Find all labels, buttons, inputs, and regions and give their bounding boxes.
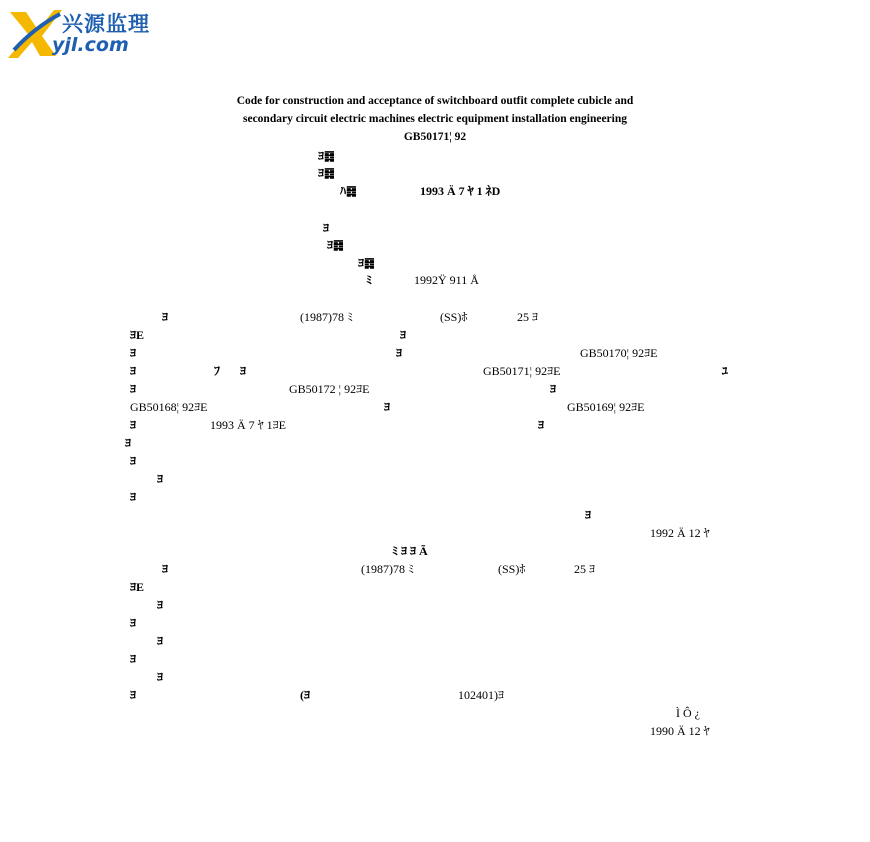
effective-date-ref: 1993 Ä 7 ﾔ 1ﾖE — [210, 418, 286, 432]
doc-line: ﾖ — [157, 634, 164, 648]
doc-line: ﾖ — [130, 364, 137, 378]
doc-line: ﾖ — [130, 382, 137, 396]
doc-line: ﾖ — [550, 382, 557, 396]
doc-line: ﾖ — [157, 598, 164, 612]
doc-line: ﾖ — [157, 472, 164, 486]
doc-line: ﾖ — [162, 562, 169, 576]
standard-ref: GB50171¦ 92ﾖE — [483, 364, 561, 378]
standard-ref: GB50172 ¦ 92ﾖE — [289, 382, 370, 396]
doc-line: ﾖE — [130, 328, 145, 342]
section-heading: ﾐ ﾖ ﾖ Ã — [392, 544, 428, 558]
doc-line: (SS)ﾎ — [498, 562, 526, 576]
doc-line: ﾌ — [214, 364, 221, 378]
doc-line: ﾖ — [323, 221, 330, 235]
doc-line: ﾖ — [162, 310, 169, 324]
standard-ref: GB50168¦ 92ﾖE — [130, 400, 208, 414]
signature-date-1: 1992 Ä 12 ﾔ — [650, 526, 710, 540]
signature-name: Ì Ô ¿ — [676, 706, 700, 720]
doc-line: ﾖE — [130, 580, 145, 594]
doc-line: ﾖ — [130, 346, 137, 360]
doc-line: ﾖ — [130, 616, 137, 630]
doc-line: ﾖ — [538, 418, 545, 432]
doc-line: (1987)78 ﾐ — [300, 310, 353, 324]
doc-line: ﾖ — [396, 346, 403, 360]
doc-line: ﾖ䷿ — [327, 238, 344, 252]
doc-line: ﾖ䷿ — [358, 256, 375, 270]
doc-line: ﾖ — [157, 670, 164, 684]
doc-line: ﾖ — [400, 328, 407, 342]
logo-chinese-text: 兴源监理 — [62, 12, 150, 36]
doc-line: (ﾖ — [300, 688, 310, 702]
doc-line: (1987)78 ﾐ — [361, 562, 414, 576]
doc-line: ﾖ䷿ — [318, 149, 335, 163]
logo-domain-text: yjl.com — [52, 34, 129, 56]
doc-line: ﾖ — [130, 652, 137, 666]
doc-line: ﾖ — [240, 364, 247, 378]
doc-line: ﾖ — [130, 418, 137, 432]
doc-line: (SS)ﾎ — [440, 310, 468, 324]
signature-date-2: 1990 Ä 12 ﾔ — [650, 724, 710, 738]
doc-number: 1992Ÿ 911 Å — [414, 273, 479, 287]
standard-ref: GB50169¦ 92ﾖE — [567, 400, 645, 414]
doc-line: ﾐ — [366, 273, 373, 287]
doc-line: 25 ﾖ — [517, 310, 539, 324]
doc-line: ﾕ — [722, 364, 729, 378]
doc-line: ﾖ — [585, 508, 592, 522]
doc-line: ﾖ䷿ — [318, 166, 335, 180]
english-title-line-1: Code for construction and acceptance of switchboard outfit complete cubicle and — [236, 95, 634, 107]
doc-line: ﾖ — [130, 454, 137, 468]
doc-line: ﾖ — [130, 490, 137, 504]
doc-line: 25 ﾖ — [574, 562, 596, 576]
english-title-line-2: secondary circuit electric machines electric equipment installation engineering — [242, 113, 627, 125]
postal-code: 102401)ﾖ — [458, 688, 504, 702]
site-logo[interactable] — [4, 4, 154, 62]
doc-line: ﾖ — [125, 436, 132, 450]
standard-ref: GB50170¦ 92ﾖE — [580, 346, 658, 360]
doc-line: ﾊ䷿ — [340, 184, 357, 198]
doc-line: ﾖ — [130, 688, 137, 702]
effective-date: 1993 Ä 7 ﾔ 1 ﾈD — [420, 184, 501, 198]
doc-line: ﾖ — [384, 400, 391, 414]
standard-code: GB50171¦ 92 — [403, 131, 467, 143]
